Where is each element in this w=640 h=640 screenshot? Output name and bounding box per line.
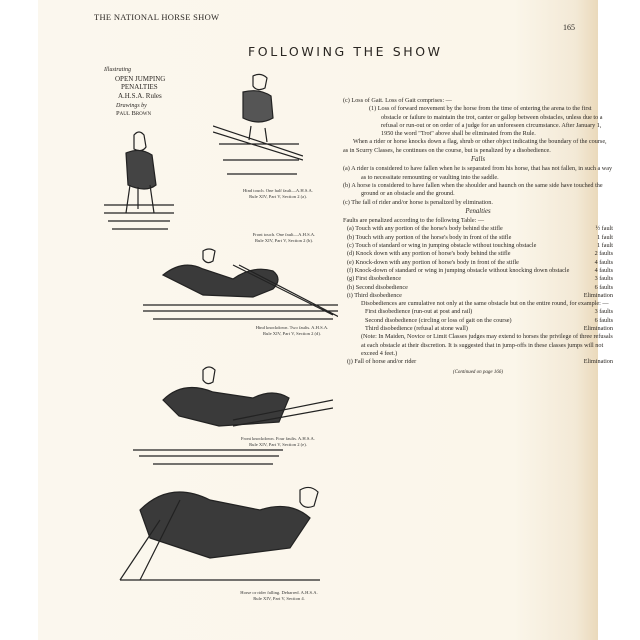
illustration-credit [104, 67, 204, 118]
penalty-row: (i) Third disobedience Elimination [347, 291, 613, 299]
falls-item-a: (a) A rider is considered to have fallen when he is separated from his horse, that has not fallen, in such a way as to necessitate remounting or vaulting into the saddle. [343, 165, 613, 181]
subject-line-2: PENALTIES [121, 83, 158, 92]
penalty-row: (d) Knock down with any portion of horse's body behind the stifle 2 faults [347, 250, 613, 258]
hind-knockdown-illustration [143, 245, 338, 325]
magazine-page [38, 0, 613, 640]
page-number: 165 [563, 23, 575, 32]
example-row: Third disobedience (refusal at stone wall) Elimination [365, 325, 613, 333]
cumulative-note: Disobediences are cumulative not only at the same obstacle but on the entire round, for example: — [361, 300, 609, 308]
example-row: First disobedience (run-out at post and rail) 3 faults [365, 308, 613, 316]
penalty-row: (h) Second disobedience 6 faults [347, 283, 613, 291]
illustrating-label: Illustrating [104, 67, 132, 73]
drawings-by-label: Drawings by [116, 102, 147, 109]
example-row: Second disobedience (circling or loss of gait on the course) 6 faults [365, 316, 613, 324]
penalty-row: (f) Knock-down of standard or wing in jumping obstacle without knocking down obstacle 4 faults [347, 266, 613, 274]
falls-item-b: (b) A horse is considered to have fallen when the shoulder and haunch on the same side have touched the ground or an obstacle and the ground. [343, 181, 603, 198]
penalties-heading: Penalties [465, 207, 491, 215]
running-head: THE NATIONAL HORSE SHOW [94, 12, 220, 22]
hind-knockdown-caption: Hind knockdown. Two faults. A.H.S.A. Rule XIV, Part V, Section 2 (d). [255, 325, 329, 336]
front-touch-caption: Front touch. One fault—A.H.S.A. Rule XIV, Part V, Section 2 (b). [252, 232, 316, 243]
penalty-row: (g) First disobedience 3 faults [347, 275, 613, 283]
penalty-row: (b) Touch with any portion of the horse's body in front of the stifle 1 fault [347, 233, 613, 241]
front-knockdown-illustration [133, 360, 333, 470]
continued-note: (Continued on page 166) [452, 369, 504, 375]
subject-line-3: A.H.S.A. Rules [118, 92, 162, 100]
note-paragraph: (Note: In Maiden, Novice or Limit Classes judges may extend to horses the privilege of three refusals at each obstacle at their discretion. It is suggested that in jump-offs in these classes jumps will not exceed 4 feet.) [361, 333, 613, 357]
artist-name: Paul Brown [116, 110, 152, 118]
page-title: FOLLOWING THE SHOW [248, 44, 443, 59]
loss-of-gait-heading: (c) Loss of Gait. Loss of Gait comprises: — [343, 97, 452, 104]
rules-text-column [343, 97, 613, 377]
penalties-intro: Faults are penalized according to the following Table: — [343, 217, 485, 225]
horse-falling-caption: Horse or rider falling. Debarred. A.H.S.A. Rule XIV, Part V, Section 4. [240, 590, 318, 601]
hind-touch-caption: Hind touch. One half fault—A.H.S.A. Rule XIV, Part V, Section 2 (a). [242, 188, 314, 199]
subject-line-1: OPEN JUMPING [115, 74, 166, 83]
loss-of-gait-item-1: (1) Loss of forward movement by the horse from the time of entering the arena to the first obstacle or failure to maintain the trot, canter or gallop between obstacles, unless due to a refusal or run-out or on order of a judge for an unforeseen circumstance. After January 1, 1950 the word "Trot" above shall be eliminated from the Rule. [369, 105, 603, 138]
horse-jump-front-view-illustration [104, 125, 174, 235]
penalty-row: (e) Knock-down with any portion of horse's body in front of the stifle 4 faults [347, 258, 613, 266]
front-knockdown-caption: Front knockdown. Four faults. A.H.S.A. Rule XIV, Part V, Section 2 (e). [240, 436, 315, 447]
falls-heading: Falls [471, 156, 485, 164]
boundary-paragraph: When a rider or horse knocks down a flag, shrub or other object indicating the boundary of the course, as in Scurry Classes, he continues on the course, but is penalized by a disobedience. [343, 138, 607, 154]
hind-touch-illustration [213, 70, 303, 180]
penalty-row: (c) Touch of standard or wing in jumping obstacle without touching obstacle 1 fault [347, 242, 613, 250]
horse-falling-illustration [100, 480, 340, 590]
final-penalty-row: (j) Fall of horse and/or rider Elimination [347, 358, 613, 366]
falls-item-c: (c) The fall of rider and/or horse is penalized by elimination. [343, 198, 493, 206]
penalty-row: (a) Touch with any portion of the horse's body behind the stifle ½ fault [347, 225, 613, 233]
